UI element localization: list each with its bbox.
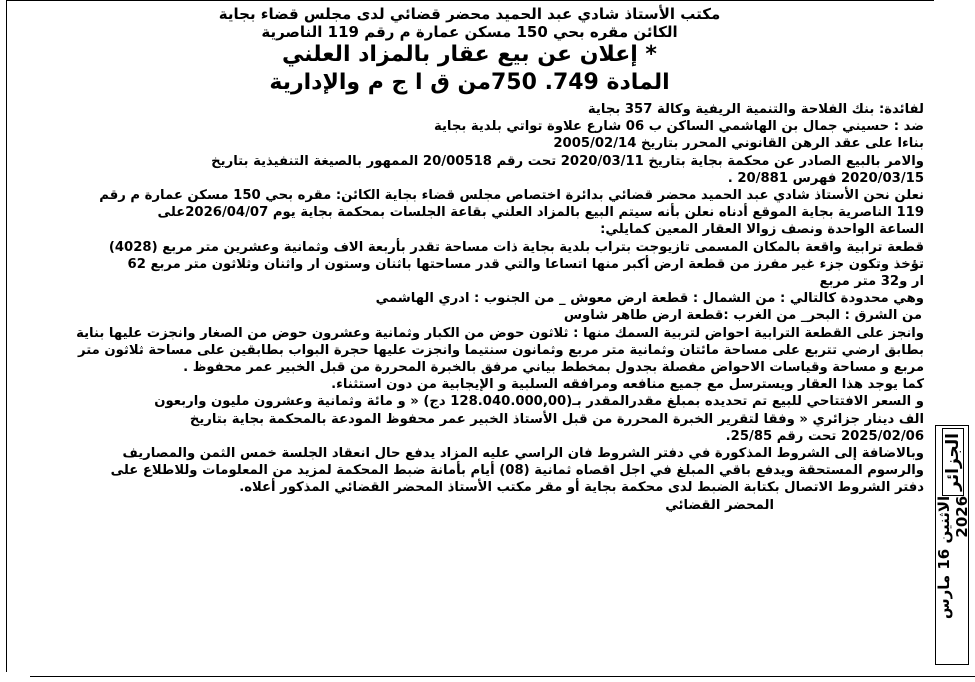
expertise-date-line: 2025/02/06 تحت رقم 25/85. <box>725 428 924 444</box>
conditions-line-cont: والرسوم المستحقة ويدفع باقي المبلغ في اجل اقصاه ثمانية (08) أيام بأمانة ضبط المحكمة لمزيد من المعلومات وللاطلاع على <box>110 463 924 479</box>
sale-time-line: الساعة الواحدة ونصف زوالا العقار المعين كمايلي: <box>600 222 924 238</box>
office-header: مكتب الأستاذ شادي عبد الحميد محضر قضائي لدى مجلس قضاء بجاية <box>218 5 721 23</box>
notice-body <box>15 101 924 514</box>
bounds-north-south: وهي محدودة كالتالي : من الشمال : قطعة ارض معوش _ من الجنوب : ادري الهاشمي <box>375 291 924 307</box>
debtor-line: ضد : حسيني جمال بن الهاشمي الساكن ب 06 شارع علاوة تواتي بلدية بجاية <box>433 119 924 135</box>
newspaper-sidebar <box>935 425 969 665</box>
beneficiary-line: لفائدة: بنك الفلاحة والتنمية الريفية وكالة 357 بجاية <box>587 102 924 117</box>
announcement-line: نعلن نحن الأستاذ شادي عبد الحميد محضر قضائي بدائرة اختصاص مجلس قضاء بجاية الكائن: مقره بحي 150 مسكن عمارة م رقم <box>99 188 924 204</box>
sale-date-line: 119 الناصرية بجاية الموقع أدناه نعلن بأنه سيتم البيع بالمزاد العلني بقاعة الجلسات بمحكمة بجاية يوم 2026/04/07على <box>157 205 924 221</box>
survey-line: مربع و مساحة وقياسات الاحواض مفصلة بجدول بمخطط بياني مرفق بالخبرة المحررة من قبل الخبير عمر محفوظ . <box>183 360 924 376</box>
bottom-divider <box>30 676 975 677</box>
order-line: والامر بالبيع الصادر عن محكمة بجاية بتاريخ 2020/03/11 تحت رقم 20/00518 الممهور بالصيغة التنفيذية بتاريخ <box>211 153 924 169</box>
bounds-east-west: من الشرق : البحر_ من الغرب :قطعة ارض طاهر شاوس <box>563 308 922 324</box>
auction-notice <box>6 0 934 672</box>
parcel-line: قطعة ترابية واقعة بالمكان المسمى تازيوجت بتراب بلدية بجاية ذات مساحة تقدر بأربعة الاف وثمانية وعشرين متر مربع (4028) <box>108 239 924 255</box>
office-address: الكائن مقره بحي 150 مسكن عمارة م رقم 119 الناصرية <box>261 23 678 41</box>
newspaper-name: الجزائر <box>942 428 964 496</box>
price-line-cont: الف دينار جزائري « وفقا لتقرير الخبرة المحررة من قبل الأستاذ الخبير عمر محفوظ المودعة بالمحكمة بجاية بتاريخ <box>189 411 924 427</box>
conditions-line: وبالاضافة إلى الشروط المذكورة في دفتر الشروط فان الراسي عليه المزاد يدفع حال انعقاد الجلسة خمس الثمن والمصاريف <box>122 446 924 462</box>
order-line-cont: 2020/03/15 فهرس 20/881 . <box>727 170 924 186</box>
notice-title: * إعلان عن بيع عقار بالمزاد العلني <box>282 42 657 67</box>
mortgage-line: بناءا على عقد الرهن القانوني المحرر بتاريخ 2005/02/14 <box>553 136 924 152</box>
building-line: بطابق ارضي تتربع على مساحة مائتان وثمانية متر مربع وثمانون سنتيما وانجزت عليها حجرة البواب بطابقين على مساحة ثلاثون متر <box>78 342 924 358</box>
signature: المحضر القضائي <box>665 497 774 513</box>
ponds-line: وانجز على القطعة الترابية احواض لتربية السمك منها : ثلاثون حوض من الكبار وثمانية وعشرون حوض من الصغار وانجزت عليها بناية <box>76 325 924 341</box>
legal-article: المادة 749. 750من ق ا ج م والإدارية <box>269 70 670 95</box>
contact-line: دفتر الشروط الاتصال بكتابة الضبط لدى محكمة بجاية أو مقر مكتب الأستاذ المحضر القضائي المذكور أعلاه. <box>239 480 924 496</box>
amenities-line: كما يوجد هذا العقار ويسترسل مع جميع منافعه ومرافقه السلبية و الإيجابية من دون استثناء. <box>331 377 924 393</box>
issue-date: الاثنين 16 مارس 2026 <box>935 495 971 620</box>
parcel-line-cont: تؤخذ وتكون جزء غير مفرز من قطعة ارض أكبر منها اتساعا والتي قدر مساحتها باثنان وستون ار واثنان وثلاثون متر مربع 62 <box>127 256 924 272</box>
parcel-area-line: ار و32 متر مربع <box>819 274 924 290</box>
price-line: و السعر الافتتاحي للبيع تم تحديده بمبلغ مقدرالمقدر بـ(128.040.000,00 دج) « و مائة وثمانية وعشرون مليون واربعون <box>154 394 924 410</box>
